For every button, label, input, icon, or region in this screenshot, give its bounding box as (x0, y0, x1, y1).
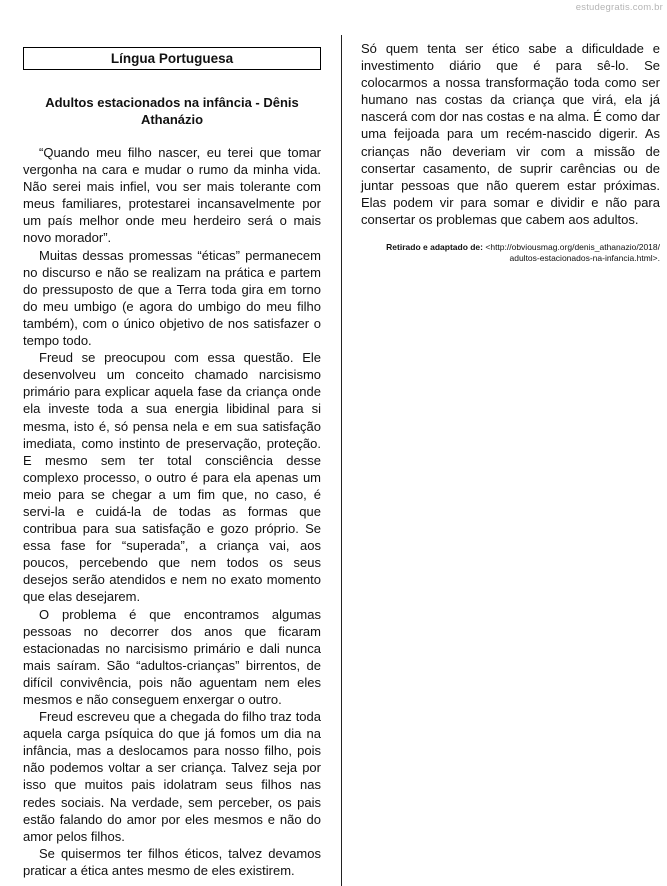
paragraph: Freud escreveu que a chegada do filho traz toda aquela carga psíquica do que já fomos um dia na infância, mas a deslocamos para nosso filho, pois não podemos voltar a ser criança. Talvez seja por isso que muitos pais idolatram seus filhos nas redes sociais. Na verdade, sem perceber, os pais estão falando do amor por eles mesmos e não do amor pelos filhos. (23, 709, 321, 844)
paragraph: O problema é que encontramos algumas pessoas no decorrer dos anos que ficaram estacionadas no narcisismo primário e dali nunca mais saíram. São “adultos-crianças” birrentos, de difícil convivência, pois não aguentam nem eles mesmos e não conseguem enxergar o outro. (23, 606, 321, 707)
paragraph-continuation: Só quem tenta ser ético sabe a dificuldade e investimento diário que é para sê-lo. Se colocarmos a nossa transformação toda como ser humano nas costas da criança que virá, ela já nascerá com dor nas costas e na alma. É como dar uma feijoada para um recém-nascido digerir. As crianças não deveriam vir com a missão de consertar casamento, de suprir carências ou de juntar pessoas que não querem estar próximas. Elas podem vir para somar e dividir e não para consertar os problemas que cabem aos adultos. (361, 41, 660, 227)
article-title: Adultos estacionados na infância - Dênis Athanázio (45, 95, 299, 127)
section-title: Língua Portuguesa (23, 47, 321, 70)
source-url: <http://obviousmag.org/denis_athanazio/2018/ adultos-estacionados-na-infancia.html>. (485, 242, 660, 264)
paragraph: Muitas dessas promessas “éticas” permanecem no discurso e não se realizam na prática e partem do pressuposto de que a Terra toda gira em torno do meu umbigo (e agora do umbigo do meu filho também), com o único objetivo de nos satisfazer o tempo todo. (23, 247, 321, 349)
source-citation (361, 242, 660, 264)
article-body-continued (361, 40, 660, 228)
left-column (23, 47, 321, 879)
paragraph: Freud se preocupou com essa questão. Ele desenvolveu um conceito chamado narcisismo primário para explicar aquela fase da criança onde ela investe toda a sua energia libidinal para si mesma, isto é, só pensa nela e em sua satisfação imediata, como instinto de preservação, proteção. E mesmo sem ter total consciência desse complexo processo, o outro é para ela apenas um meio para se chegar a um fim que, no caso, é servi-la e cuidá-la de todas as formas que contribua para sua satisfação e gozo próprio. Se essa fase for “superada”, a criança vai, aos poucos, percebendo que nem todos os seus desejos serão atendidos e nem no exato momento que elas desejarem. (23, 350, 321, 605)
site-watermark: estudegratis.com.br (575, 2, 663, 13)
paragraph: Se quisermos ter filhos éticos, talvez devamos praticar a ética antes mesmo de eles existirem. (23, 845, 321, 878)
column-divider (341, 35, 342, 886)
source-label: Retirado e adaptado de: (386, 242, 483, 253)
paragraph: “Quando meu filho nascer, eu terei que tomar vergonha na cara e mudar o rumo da minha vida. Não serei mais infiel, vou ser mais tolerante com meus familiares, protestarei incansavelmente por um país melhor onde meu herdeiro será o mais novo morador”. (23, 145, 321, 246)
article-body (23, 144, 321, 879)
right-column (361, 40, 660, 264)
